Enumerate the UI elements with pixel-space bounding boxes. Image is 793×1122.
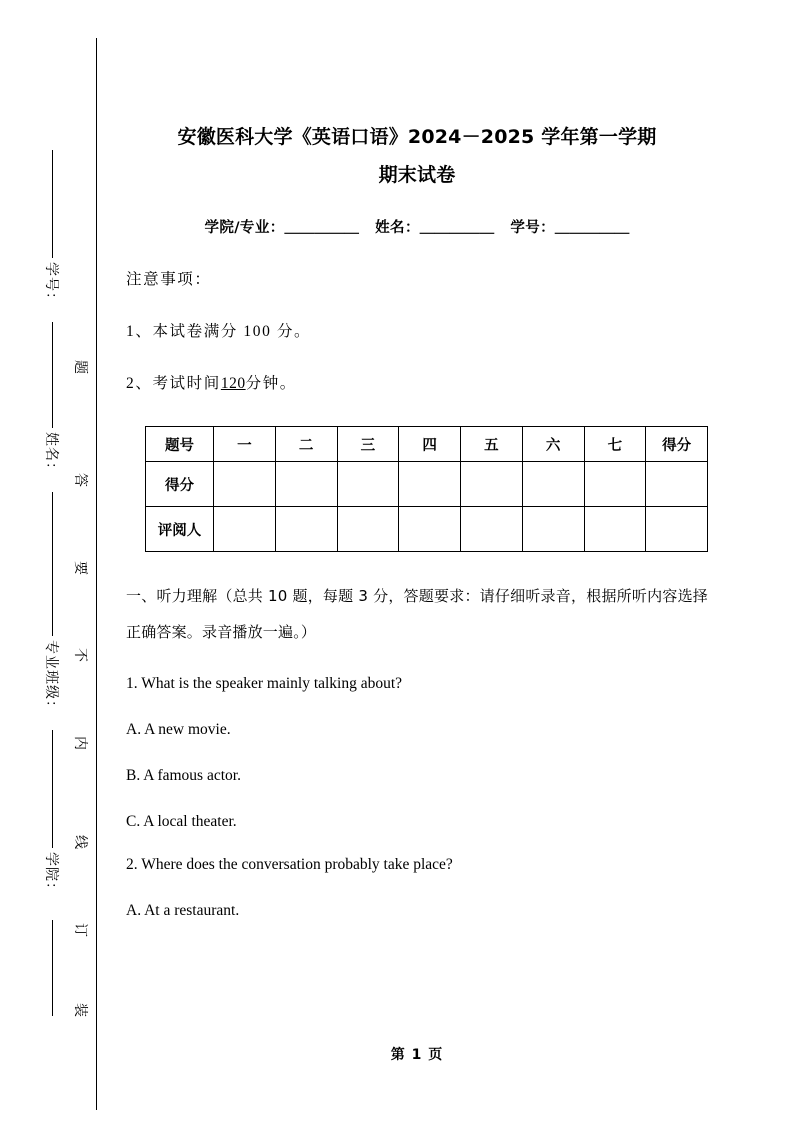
question-stem-2: 2. Where does the conversation probably take place?	[126, 856, 453, 873]
reviewer-cell[interactable]	[584, 507, 646, 552]
score-cell[interactable]	[399, 462, 461, 507]
score-cell[interactable]	[214, 462, 276, 507]
question-1-option-b[interactable]: B. A famous actor.	[126, 767, 241, 784]
page-title	[126, 0, 708, 194]
binding-margin	[0, 0, 97, 1122]
exam-title-line-2: 期末试卷	[378, 164, 456, 186]
reviewer-cell[interactable]	[461, 507, 523, 552]
department-blank[interactable]: ＿＿＿＿＿	[284, 220, 360, 236]
fill-rule-segment	[52, 920, 53, 1016]
score-table-col-0: 一	[214, 427, 276, 462]
reviewer-cell[interactable]	[214, 507, 276, 552]
note-2-prefix: 2、考试时间	[126, 375, 221, 392]
seal-line-char-7: 订	[72, 923, 87, 937]
reviewer-cell[interactable]	[275, 507, 337, 552]
margin-label-name: 姓名：	[43, 432, 58, 477]
seal-line-char-4: 不	[72, 648, 87, 662]
page-content	[126, 0, 708, 1122]
exam-duration-value[interactable]: 120	[220, 375, 246, 392]
score-cell[interactable]	[584, 462, 646, 507]
score-cell[interactable]	[522, 462, 584, 507]
reviewer-cell[interactable]	[337, 507, 399, 552]
margin-label-student-id: 学号：	[43, 262, 58, 307]
note-item-2	[126, 341, 708, 393]
score-table-row-label-0: 题号	[146, 427, 214, 462]
seal-line-char-5: 内	[72, 736, 87, 750]
reviewer-cell[interactable]	[522, 507, 584, 552]
margin-label-department: 学院：	[43, 852, 58, 897]
reviewer-cell[interactable]	[646, 507, 708, 552]
student-id-label: 学号：	[510, 220, 556, 236]
table-row	[146, 462, 708, 507]
score-table-row-label-1: 得分	[146, 462, 214, 507]
page-footer	[126, 1044, 708, 1064]
table-row	[146, 507, 708, 552]
department-label: 学院/专业：	[204, 220, 285, 236]
score-table	[145, 426, 708, 552]
seal-line-char-8: 装	[72, 1003, 87, 1017]
score-table-col-4: 五	[461, 427, 523, 462]
score-table-col-3: 四	[399, 427, 461, 462]
score-table-row-label-2: 评阅人	[146, 507, 214, 552]
margin-label-class: 专业班级：	[43, 640, 58, 715]
fill-rule-segment	[52, 150, 53, 258]
fill-rule-segment	[52, 492, 53, 636]
page-number-label: 第 1 页	[390, 1047, 444, 1063]
score-table-col-7: 得分	[646, 427, 708, 462]
notes-heading: 注意事项：	[126, 271, 212, 288]
question-stem-1: 1. What is the speaker mainly talking about?	[126, 675, 403, 692]
table-row-header	[146, 427, 708, 462]
question-1-option-a[interactable]: A. A new movie.	[126, 721, 231, 738]
student-info-line	[126, 194, 708, 237]
score-cell[interactable]	[275, 462, 337, 507]
name-label: 姓名：	[375, 220, 420, 236]
fill-rule-segment	[52, 322, 53, 428]
note-2-suffix: 分钟。	[245, 375, 297, 392]
question-1-option-c[interactable]: C. A local theater.	[126, 813, 237, 830]
score-table-col-5: 六	[522, 427, 584, 462]
note-item-1: 1、本试卷满分 100 分。	[126, 323, 312, 340]
seal-line-char-3: 要	[72, 561, 87, 575]
name-blank[interactable]: ＿＿＿＿＿	[419, 220, 495, 236]
score-cell[interactable]	[646, 462, 708, 507]
reviewer-cell[interactable]	[399, 507, 461, 552]
seal-line-char-6: 线	[72, 835, 87, 849]
score-cell[interactable]	[337, 462, 399, 507]
student-id-blank[interactable]: ＿＿＿＿＿	[555, 220, 630, 236]
question-2-option-a[interactable]: A. At a restaurant.	[126, 902, 240, 919]
score-table-col-6: 七	[584, 427, 646, 462]
seal-line-char-1: 题	[72, 360, 87, 374]
seal-line-char-2: 答	[72, 473, 87, 487]
binding-divider-line	[96, 38, 97, 1110]
score-table-col-1: 二	[275, 427, 337, 462]
section-heading-1: 一、听力理解（总共 10 题，每题 3 分，答题要求：请仔细听录音，根据所听内容选择正确答案。录音播放一遍。）	[126, 587, 708, 641]
score-table-col-2: 三	[337, 427, 399, 462]
score-cell[interactable]	[461, 462, 523, 507]
exam-title-line-1: 安徽医科大学《英语口语》2024－2025 学年第一学期	[177, 126, 657, 148]
fill-rule-segment	[52, 730, 53, 848]
